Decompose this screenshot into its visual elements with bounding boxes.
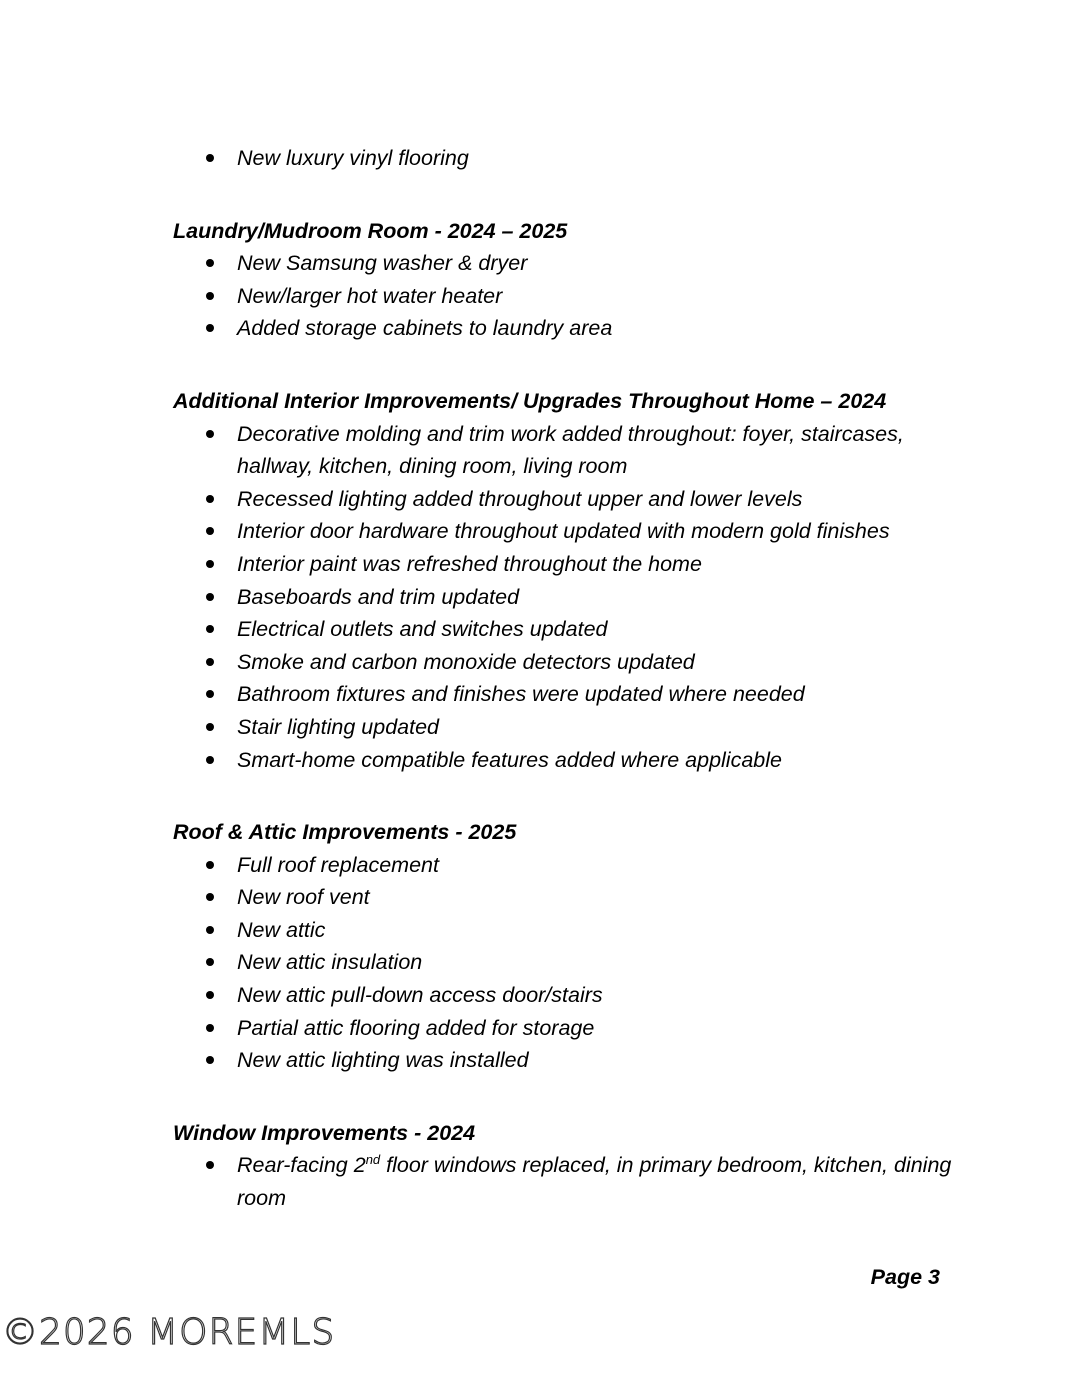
bullet-list [173,1149,963,1214]
list-item: New roof vent [237,881,963,914]
bullet-icon [206,593,214,601]
section-interior [173,385,963,776]
document-body [173,142,963,1215]
list-item: Full roof replacement [237,849,963,882]
bullet-icon [206,1161,214,1169]
bullet-icon [206,958,214,966]
bullet-icon [206,893,214,901]
list-item: Interior door hardware throughout updated with modern gold finishes [237,515,963,548]
bullet-icon [206,259,214,267]
bullet-icon [206,991,214,999]
list-item: Electrical outlets and switches updated [237,613,963,646]
list-item: New attic insulation [237,946,963,979]
section-laundry [173,215,963,345]
list-item: Interior paint was refreshed throughout the home [237,548,963,581]
bullet-icon [206,430,214,438]
bullet-icon [206,658,214,666]
bullet-icon [206,495,214,503]
bullet-icon [206,926,214,934]
page-number: Page 3 [870,1265,940,1289]
intro-list [173,142,963,175]
list-item: New attic lighting was installed [237,1044,963,1077]
list-item: Partial attic flooring added for storage [237,1012,963,1045]
list-item: Decorative molding and trim work added throughout: foyer, staircases, hallway, kitchen, dining room, living room [237,418,963,483]
bullet-list [173,418,963,777]
list-item: New luxury vinyl flooring [237,142,963,175]
list-item: Added storage cabinets to laundry area [237,312,963,345]
section-windows [173,1117,963,1215]
bullet-icon [206,1024,214,1032]
bullet-icon [206,560,214,568]
section-roof-attic [173,816,963,1077]
bullet-icon [206,527,214,535]
ordinal-superscript: nd [365,1152,381,1168]
list-item: New attic pull-down access door/stairs [237,979,963,1012]
bullet-icon [206,292,214,300]
list-item: Smoke and carbon monoxide detectors updated [237,646,963,679]
bullet-icon [206,756,214,764]
list-item: Stair lighting updated [237,711,963,744]
list-item: Baseboards and trim updated [237,581,963,614]
section-heading: Roof & Attic Improvements - 2025 [173,820,517,845]
section-heading: Additional Interior Improvements/ Upgrades Throughout Home – 2024 [173,388,887,413]
list-item: Smart-home compatible features added where applicable [237,744,963,777]
bullet-icon [206,154,214,162]
bullet-list [173,247,963,345]
bullet-icon [206,1056,214,1064]
bullet-icon [206,625,214,633]
list-item: Bathroom fixtures and finishes were updated where needed [237,678,963,711]
section-heading: Window Improvements - 2024 [173,1120,476,1145]
list-item: New attic [237,914,963,947]
bullet-icon [206,690,214,698]
bullet-icon [206,861,214,869]
list-item: New Samsung washer & dryer [237,247,963,280]
list-item: Rear-facing 2nd floor windows replaced, in primary bedroom, kitchen, dining room [237,1149,963,1214]
copyright-watermark: ©2026 MOREMLS [2,1312,336,1353]
bullet-list [173,849,963,1077]
section-heading: Laundry/Mudroom Room - 2024 – 2025 [173,218,568,243]
list-item: New/larger hot water heater [237,280,963,313]
bullet-icon [206,723,214,731]
list-item: Recessed lighting added throughout upper and lower levels [237,483,963,516]
bullet-icon [206,324,214,332]
